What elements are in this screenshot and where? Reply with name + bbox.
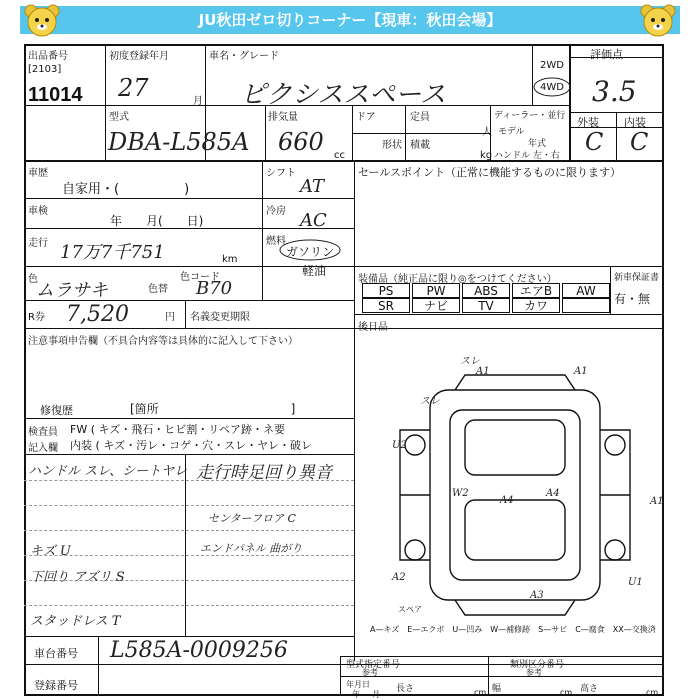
inspector-row1-label: 検査員 — [28, 427, 58, 438]
equipment-item: カワ — [512, 298, 560, 313]
notes-label: 注意事項申告欄（不具合内容等は具体的に記入して下さい） — [28, 336, 298, 347]
mark-9: A1 — [650, 496, 664, 507]
equipment-item: SR — [362, 298, 410, 313]
equipment-item: PS — [362, 283, 410, 298]
length-label: 長さ — [396, 684, 415, 694]
first-reg-label: 初度登録年月 — [109, 51, 169, 62]
name-label: 車名・グレード — [209, 51, 279, 62]
chassis-value: L585A-0009256 — [110, 638, 288, 663]
note-2: 走行時足回り異音 — [196, 463, 332, 483]
mark-3: A1 — [574, 366, 588, 377]
equipment-label: 装備品（純正品に限り◎をつけてください） — [358, 274, 557, 285]
score-value: 3.5 — [592, 75, 637, 108]
equipment-item: エアB — [512, 283, 560, 298]
model-label: 型式 — [109, 112, 129, 123]
color-value: ムラサキ — [36, 280, 108, 301]
mileage-label: 走行 — [28, 238, 48, 249]
class-no-label: 類別区分番号 — [510, 660, 565, 670]
score-label: 評価点 — [590, 48, 623, 61]
sales-label: セールスポイント（正常に機能するものに限ります） — [358, 166, 622, 179]
repair-value: [箇所 ] — [130, 402, 296, 416]
width-cm: cm — [560, 688, 573, 697]
equipment-item: TV — [462, 298, 510, 313]
mark-6: W2 — [452, 488, 469, 499]
class-no-ref: 参考 — [526, 668, 542, 677]
color-code: B70 — [196, 278, 233, 299]
fuel-gasoline-circle-icon — [278, 238, 342, 262]
model-value: DBA-L585A — [108, 128, 250, 156]
mark-2: A1 — [476, 366, 490, 377]
fuel-diesel: 軽油 — [302, 264, 327, 278]
note-1: ハンドル スレ、シートヤレ — [28, 464, 187, 479]
car-damage-diagram — [370, 350, 660, 640]
type-no-ref: 参考 — [362, 668, 378, 677]
mark-5: U2 — [392, 440, 407, 451]
score-ext-label: 外装 — [577, 116, 599, 129]
lot-number: 11014 — [28, 84, 83, 106]
inspector-row2-label: 記入欄 — [28, 443, 58, 454]
usage-label: 車歴 — [28, 168, 48, 179]
mark-11: U1 — [628, 577, 643, 588]
inspector-row2-value: 内装 ( キズ・汚レ・コゲ・穴・スレ・ヤレ・破レ — [70, 439, 312, 452]
first-reg-month-unit: 月 — [193, 96, 203, 107]
shift-label: シフト — [266, 168, 296, 179]
mark-12: A3 — [530, 590, 544, 601]
equipment-item: PW — [412, 283, 460, 298]
inspector-row1-value: FW ( キズ・飛石・ヒビ割・リペア跡・ネ要 — [70, 423, 286, 436]
month-unit: 月 — [372, 690, 380, 699]
door-label: ドア — [356, 112, 376, 123]
note-7: スタッドレス T — [30, 614, 121, 629]
owner-label: 名義変更期限 — [190, 312, 250, 323]
length-cm: cm — [474, 688, 487, 697]
note-6: 下回り アズリ S — [30, 570, 125, 585]
width-label: 幅 — [492, 684, 502, 694]
recycle-label: R券 — [28, 312, 45, 323]
chassis-label: 車台番号 — [34, 647, 78, 660]
note-4: エンドパネル 曲がり — [200, 542, 303, 555]
new-warranty-label: 新車保証書 — [614, 273, 660, 283]
fuel-label: 燃料 — [266, 236, 286, 247]
score-ext: C — [585, 128, 604, 156]
equipment-item: ABS — [462, 283, 510, 298]
person-unit: 人 — [482, 127, 492, 138]
year-label: 年式 — [528, 139, 547, 149]
recycle-unit: 円 — [165, 312, 175, 323]
name-value: ピクシススペース — [240, 80, 446, 110]
displacement-value: 660 — [278, 128, 324, 156]
equipment-item — [562, 298, 610, 313]
bear-mascot-icon-left — [22, 2, 62, 38]
mark-13: スペア — [398, 605, 422, 614]
lot-code: [2103] — [28, 64, 62, 75]
score-int-label: 内装 — [624, 116, 646, 129]
ac-value: AC — [300, 210, 327, 231]
diagram-legend: A—キズ E—エクボ U—凹み W—補修跡 S—サビ C—腐食 XX—交換済 — [370, 625, 656, 634]
inspection-label: 車検 — [28, 206, 48, 217]
fuel-gasoline: ガソリン — [286, 245, 335, 259]
load-label: 積載 — [410, 140, 430, 151]
dealer-label: ディーラー・並行 — [494, 111, 566, 121]
mark-4: スレ — [420, 396, 440, 407]
shift-value: AT — [300, 176, 325, 197]
note-5: キズ U — [30, 544, 71, 559]
displacement-unit: cc — [334, 150, 345, 161]
inspection-value: 年 月( 日) — [110, 214, 204, 228]
repair-label: 修復歴 — [40, 404, 73, 417]
height-label: 高さ — [580, 684, 599, 694]
bear-mascot-icon-right — [638, 2, 678, 38]
drive-4wd-circle-icon — [532, 76, 572, 98]
header-title: JU秋田ゼロ切りコーナー【現車：秋田会場】 — [198, 11, 502, 29]
after-label: 後日品 — [358, 322, 388, 333]
mark-7: A4 — [500, 495, 514, 506]
shape-label: 形状 — [382, 140, 402, 151]
first-reg-year: 27 — [118, 74, 149, 102]
mileage-value: 17万7千751 — [60, 242, 165, 263]
drive-4wd: 4WD — [540, 82, 564, 93]
year-unit: 年 — [352, 690, 360, 699]
height-cm: cm — [646, 688, 659, 697]
mark-10: A2 — [392, 572, 406, 583]
equipment-item: ナビ — [412, 298, 460, 313]
displacement-label: 排気量 — [268, 112, 298, 123]
drive-2wd: 2WD — [540, 60, 564, 71]
ac-label: 冷房 — [266, 206, 286, 217]
color-code-label: 色コード — [180, 272, 220, 283]
color-label: 色 — [28, 274, 38, 285]
usage-value: 自家用・( ) — [62, 182, 190, 197]
capacity-label: 定員 — [410, 112, 430, 123]
warranty-value: 有・無 — [614, 292, 651, 306]
equipment-item: AW — [562, 283, 610, 298]
mark-8: A4 — [546, 488, 560, 499]
model-year-label: モデル — [498, 127, 525, 137]
kg-unit: kg — [480, 150, 493, 161]
handle-label: ハンドル 左・右 — [494, 151, 560, 161]
mark-1: スレ — [460, 356, 480, 367]
date-label: 年月日 — [346, 680, 370, 689]
color-change-label: 色替 — [148, 284, 168, 295]
type-no-label: 型式指定番号 — [346, 660, 401, 670]
recycle-value: 7,520 — [66, 302, 129, 327]
reg-no-label: 登録番号 — [34, 679, 78, 692]
note-3: センターフロア C — [208, 512, 296, 525]
score-int: C — [630, 128, 649, 156]
mileage-unit: km — [222, 254, 238, 265]
lot-label: 出品番号 — [28, 51, 68, 62]
